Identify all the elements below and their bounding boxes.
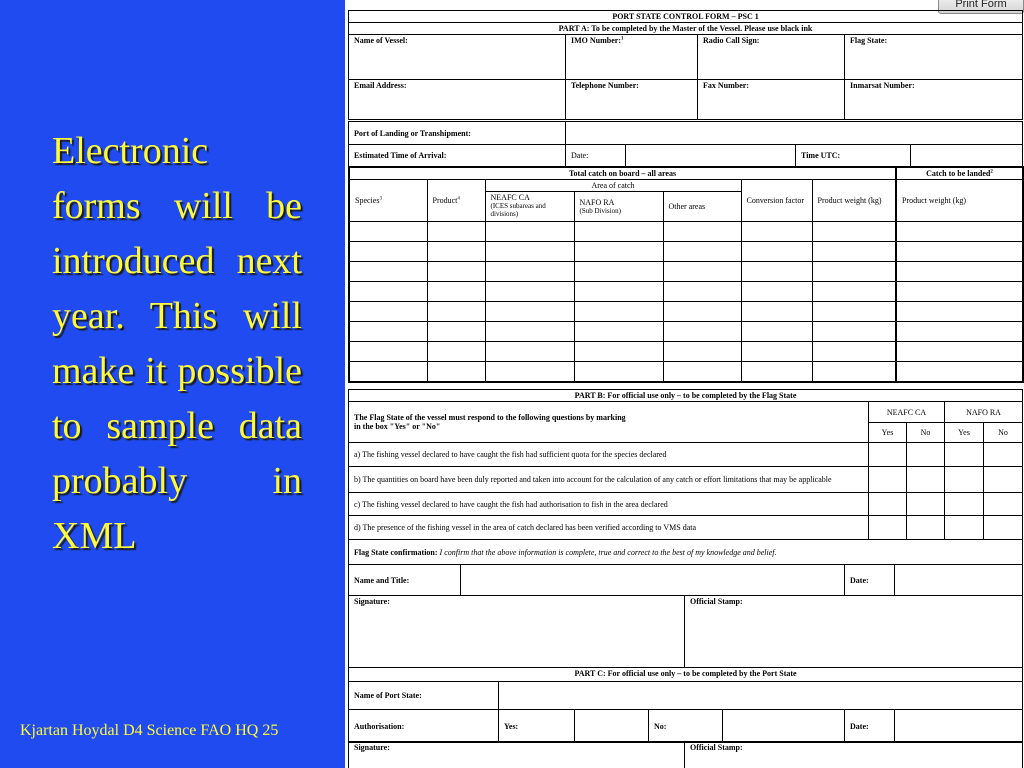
question-a: a) The fishing vessel declared to have caught the fish had sufficient quota for the species declared <box>349 443 869 467</box>
part-b-date-label: Date: <box>845 565 895 596</box>
table-row <box>349 302 1023 322</box>
question-d-neafc-yes[interactable] <box>869 516 907 540</box>
question-a-neafc-no[interactable] <box>907 443 945 467</box>
question-c-nafo-yes[interactable] <box>945 493 984 516</box>
form-title: PORT STATE CONTROL FORM – PSC 1 <box>349 11 1023 23</box>
table-row <box>349 282 1023 302</box>
table-row <box>349 262 1023 282</box>
inmarsat-field[interactable]: Inmarsat Number: <box>845 80 1023 120</box>
product-col-header: Product$^4$ <box>427 180 485 222</box>
port-state-name-field[interactable] <box>499 682 1023 710</box>
question-b: b) The quantities on board have been duly reported and taken into account for the calculation of any catch or effort limitations that may be applicable <box>349 467 869 493</box>
slide-background <box>0 0 345 768</box>
question-c-neafc-yes[interactable] <box>869 493 907 516</box>
time-utc-label: Time UTC: <box>796 145 911 167</box>
nafo-ra-header: NAFO RA (Sub Division) <box>574 192 663 222</box>
neafc-yes-header: Yes <box>869 423 907 443</box>
radio-call-sign-field[interactable]: Radio Call Sign: <box>698 35 845 80</box>
part-b-nafo-header: NAFO RA <box>945 402 1023 423</box>
neafc-no-header: No <box>907 423 945 443</box>
question-b-neafc-no[interactable] <box>907 467 945 493</box>
nafo-yes-header: Yes <box>945 423 984 443</box>
part-a-header: PART A: To be completed by the Master of the Vessel. Please use black ink <box>349 23 1023 35</box>
question-b-nafo-yes[interactable] <box>945 467 984 493</box>
slide-footer: Kjartan Hoydal D4 Science FAO HQ 25 <box>20 722 279 739</box>
part-c-header: PART C: For official use only – to be completed by the Port State <box>349 668 1023 682</box>
part-b-official-stamp-field[interactable]: Official Stamp: <box>685 596 1023 668</box>
question-c-nafo-no[interactable] <box>984 493 1023 516</box>
flag-state-field[interactable]: Flag State: <box>845 35 1023 80</box>
question-a-neafc-yes[interactable] <box>869 443 907 467</box>
question-d-neafc-no[interactable] <box>907 516 945 540</box>
part-c-table <box>348 667 1023 743</box>
product-weight-landed-header: Product weight (kg) <box>896 180 1023 222</box>
port-state-name-label: Name of Port State: <box>349 682 499 710</box>
question-d-nafo-no[interactable] <box>984 516 1023 540</box>
table-row <box>349 322 1023 342</box>
authorisation-label: Authorisation: <box>349 710 499 743</box>
part-c-date-field[interactable] <box>895 710 1023 743</box>
part-b-neafc-header: NEAFC CA <box>869 402 945 423</box>
part-b-instruction: The Flag State of the vessel must respond to the following questions by marking in the box "Yes" or "No" <box>349 402 869 443</box>
question-a-nafo-no[interactable] <box>984 443 1023 467</box>
authorisation-no-label: No: <box>649 710 723 743</box>
part-c-signature-field[interactable]: Signature: <box>349 742 685 768</box>
catch-landed-header: Catch to be landed$^2$ <box>896 167 1023 180</box>
authorisation-yes-field[interactable] <box>575 710 649 743</box>
vessel-name-field[interactable]: Name of Vessel: <box>349 35 566 80</box>
authorisation-yes-label: Yes: <box>499 710 575 743</box>
slide-body-text: Electronic forms will be introduced next year. This will make it possible to sample data probably in XML <box>52 130 302 557</box>
telephone-field[interactable]: Telephone Number: <box>566 80 698 120</box>
imo-number-field[interactable]: IMO Number:$^1$ <box>566 35 698 80</box>
question-a-nafo-yes[interactable] <box>945 443 984 467</box>
part-b-date-field[interactable] <box>895 565 1023 596</box>
eta-date-field[interactable] <box>626 145 796 167</box>
part-b-signature-table <box>348 564 1023 668</box>
part-a-port-table <box>348 121 1023 167</box>
area-of-catch-header: Area of catch <box>485 180 741 192</box>
other-areas-header: Other areas <box>663 192 741 222</box>
neafc-ca-header: NEAFC CA (ICES subareas and divisions) <box>485 192 574 222</box>
email-field[interactable]: Email Address: <box>349 80 566 120</box>
table-row <box>349 342 1023 362</box>
nafo-no-header: No <box>984 423 1023 443</box>
print-form-button[interactable]: Print Form <box>938 0 1024 14</box>
flag-state-confirmation: Flag State confirmation: I confirm that the above information is complete, true and correct to the best of my knowledge and belief. <box>349 540 1023 565</box>
port-of-landing-label: Port of Landing or Transhipment: <box>349 122 566 145</box>
psc1-form <box>345 0 1024 768</box>
question-d-nafo-yes[interactable] <box>945 516 984 540</box>
name-and-title-field[interactable] <box>461 565 845 596</box>
question-c: c) The fishing vessel declared to have caught the fish had authorisation to fish in the area declared <box>349 493 869 516</box>
port-of-landing-field[interactable] <box>566 122 1023 145</box>
time-utc-field[interactable] <box>911 145 1023 167</box>
question-c-neafc-no[interactable] <box>907 493 945 516</box>
product-weight-header: Product weight (kg) <box>812 180 896 222</box>
conversion-factor-header: Conversion factor <box>741 180 812 222</box>
eta-label: Estimated Time of Arrival: <box>349 145 566 167</box>
table-row <box>349 362 1023 382</box>
part-c-date-label: Date: <box>845 710 895 743</box>
question-b-nafo-no[interactable] <box>984 467 1023 493</box>
table-row <box>349 242 1023 262</box>
question-b-neafc-yes[interactable] <box>869 467 907 493</box>
fax-field[interactable]: Fax Number: <box>698 80 845 120</box>
part-b-header: PART B: For official use only – to be completed by the Flag State <box>349 390 1023 402</box>
authorisation-no-field[interactable] <box>723 710 845 743</box>
part-c-signature-table <box>348 741 1023 768</box>
eta-date-label: Date: <box>566 145 626 167</box>
question-d: d) The presence of the fishing vessel in the area of catch declared has been verified according to VMS data <box>349 516 869 540</box>
part-b-signature-field[interactable]: Signature: <box>349 596 685 668</box>
name-and-title-label: Name and Title: <box>349 565 461 596</box>
table-row <box>349 222 1023 242</box>
catch-table <box>348 166 1024 383</box>
part-c-official-stamp-field[interactable]: Official Stamp: <box>685 742 1023 768</box>
total-catch-header: Total catch on board – all areas <box>349 167 896 180</box>
species-col-header: Species$^3$ <box>349 180 427 222</box>
part-b-table <box>348 389 1023 565</box>
part-a-vessel-table <box>348 10 1023 120</box>
